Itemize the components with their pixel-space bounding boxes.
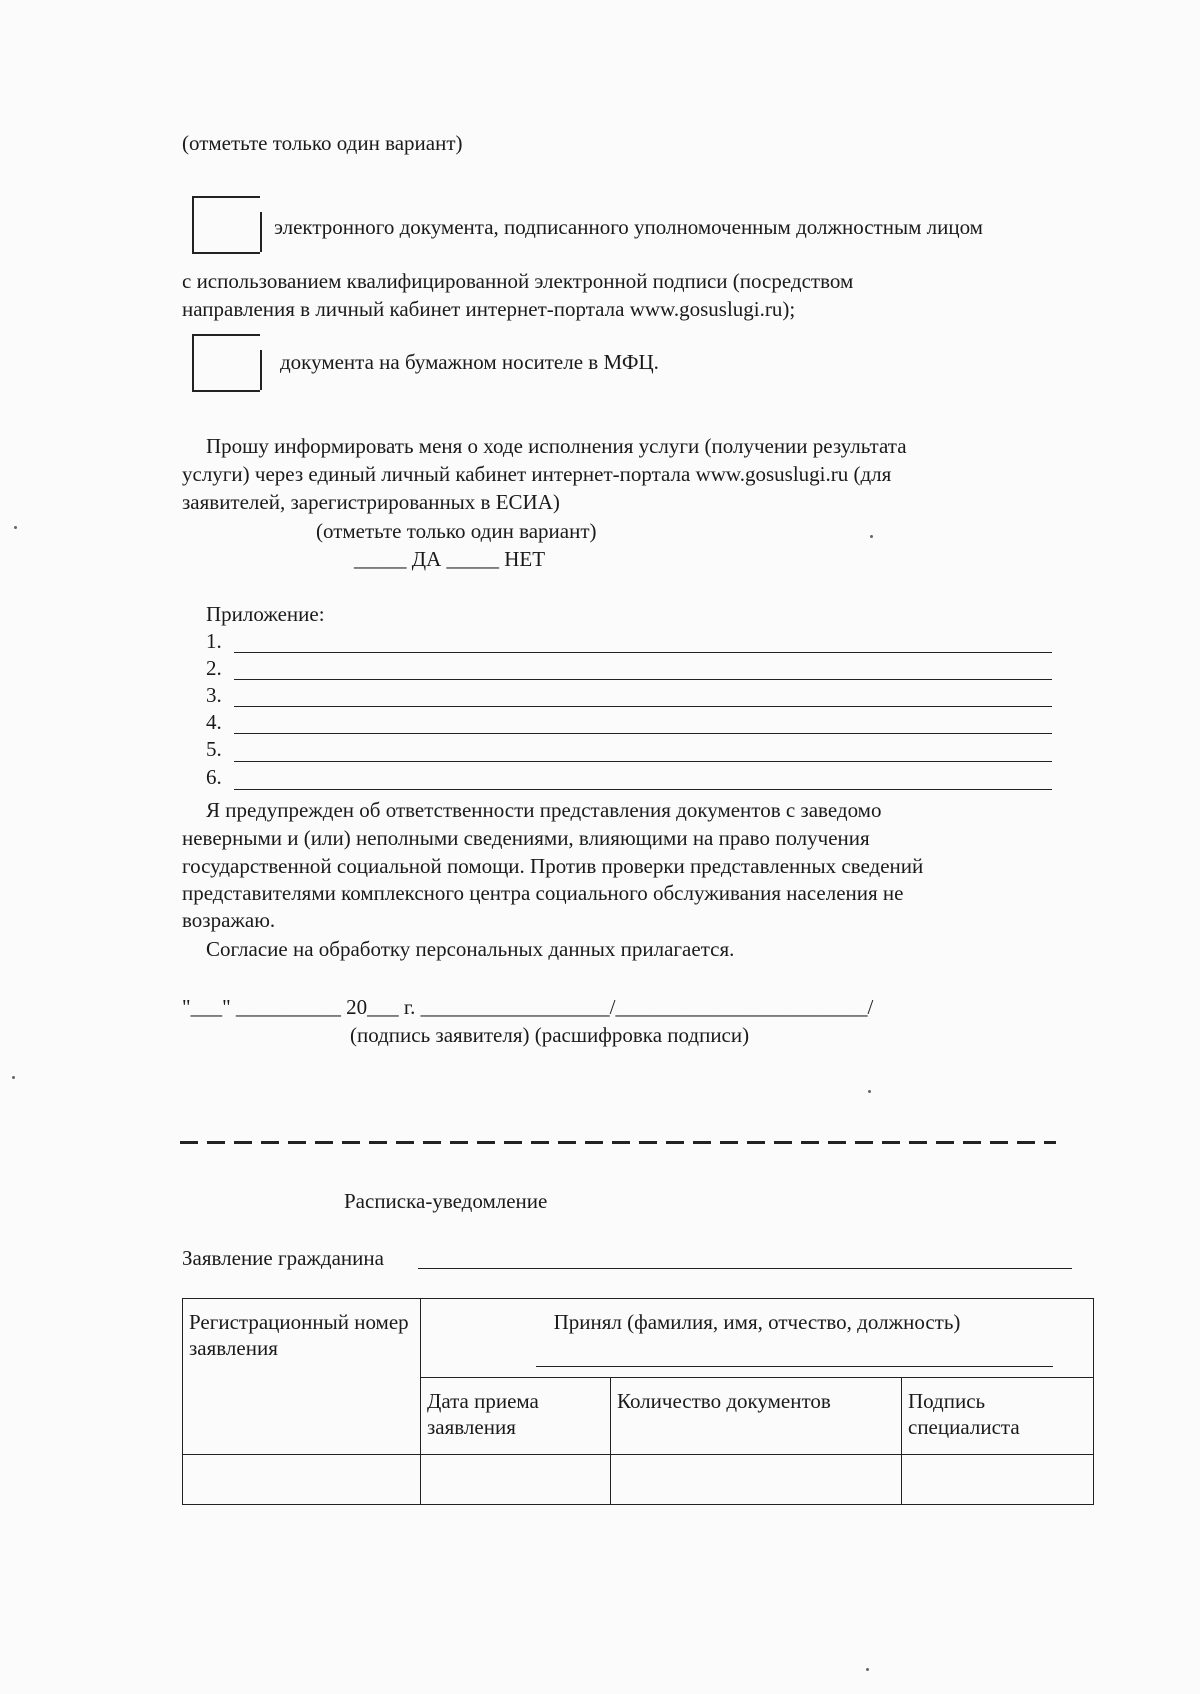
warning-line5: возражаю. (182, 908, 276, 932)
inform-request-line3: заявителей, зарегистрированных в ЕСИА) (182, 490, 560, 514)
reg-number-header: Регистрационный номер заявления (183, 1299, 421, 1455)
warning-line4: представителями комплексного центра социального обслуживания населения не (182, 881, 904, 905)
warning-line2: неверными и (или) неполными сведениями, влияющими на право получения (182, 826, 870, 850)
scan-speck (870, 535, 873, 538)
attachment-line[interactable] (234, 652, 1052, 653)
attachment-line[interactable] (234, 733, 1052, 734)
signature-caption: (подпись заявителя) (расшифровка подписи) (350, 1023, 750, 1047)
inform-request-line1: Прошу информировать меня о ходе исполнения услуги (получении результата (206, 434, 907, 458)
attachment-number: 2. (206, 656, 222, 680)
doc-count-cell[interactable] (611, 1455, 902, 1505)
doc-count-header: Количество документов (611, 1378, 902, 1455)
attachment-line[interactable] (234, 789, 1052, 790)
attachment-number: 5. (206, 737, 222, 761)
accepted-underline (536, 1366, 1053, 1367)
attachment-number: 6. (206, 765, 222, 789)
date-cell[interactable] (421, 1455, 611, 1505)
option-electronic-line1: электронного документа, подписанного уполномоченным должностным лицом (274, 215, 983, 239)
attachment-number: 3. (206, 683, 222, 707)
attachment-number: 1. (206, 629, 222, 653)
reg-number-cell[interactable] (183, 1455, 421, 1505)
inform-note: (отметьте только один вариант) (316, 519, 597, 543)
citizen-line[interactable] (418, 1268, 1072, 1269)
specialist-signature-header: Подпись специалиста (902, 1378, 1094, 1455)
checkbox-paper[interactable] (192, 334, 260, 392)
scan-speck (868, 1090, 871, 1093)
scan-speck (866, 1668, 869, 1671)
date-header: Дата приема заявления (421, 1378, 611, 1455)
scan-speck (14, 526, 17, 529)
specialist-signature-cell[interactable] (902, 1455, 1094, 1505)
attachment-line[interactable] (234, 679, 1052, 680)
attachment-line[interactable] (234, 761, 1052, 762)
option-electronic-line3: направления в личный кабинет интернет-портала www.gosuslugi.ru); (182, 297, 796, 321)
citizen-label: Заявление гражданина (182, 1246, 384, 1270)
inform-request-line2: услуги) через единый личный кабинет интернет-портала www.gosuslugi.ru (для (182, 462, 892, 486)
attachment-line[interactable] (234, 706, 1052, 707)
warning-line3: государственной социальной помощи. Против проверки представленных сведений (182, 854, 924, 878)
attachments-title: Приложение: (206, 602, 325, 626)
option-electronic-line2: с использованием квалифицированной электронной подписи (посредством (182, 269, 854, 293)
option-paper: документа на бумажном носителе в МФЦ. (280, 350, 659, 374)
checkbox-electronic[interactable] (192, 196, 260, 254)
scan-speck (12, 1076, 15, 1079)
warning-line1: Я предупрежден об ответственности представления документов с заведомо (206, 798, 882, 822)
registration-table (182, 1298, 1094, 1505)
consent-text: Согласие на обработку персональных данных прилагается. (206, 937, 735, 961)
attachment-number: 4. (206, 710, 222, 734)
accepted-header (421, 1299, 1094, 1378)
cut-line (180, 1141, 1056, 1144)
choice-note-top: (отметьте только один вариант) (182, 131, 463, 155)
accepted-header-label: Принял (фамилия, имя, отчество, должность) (553, 1310, 961, 1334)
signature-date-line[interactable]: "___" __________ 20___ г. __________________/________________________/ (182, 995, 874, 1019)
yes-no-choice[interactable]: _____ ДА _____ НЕТ (354, 547, 546, 571)
receipt-title: Расписка-уведомление (344, 1189, 548, 1213)
